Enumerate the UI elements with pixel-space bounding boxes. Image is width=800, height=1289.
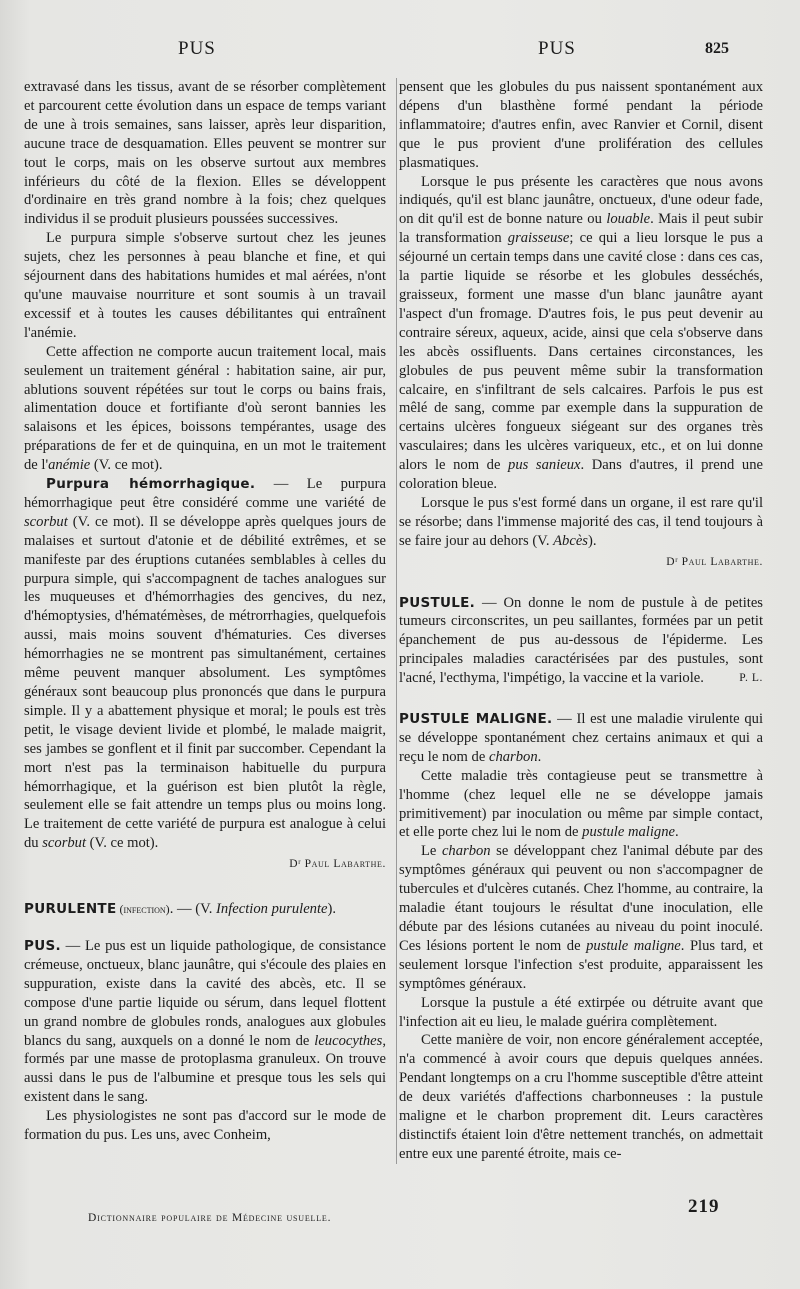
entry-pustule: PUSTULE. — On donne le nom de pustule à de petites tumeurs circonscrites, un peu saillantes, formées par un petit épanchement de pus au-dessous de l'épiderme. Les principales maladies caractérisées par des pustules, sont l'acné, l'ecthyma, l'impétigo, la vaccine et la variole. [399,594,763,687]
entry-heading: PUSTULE. [399,594,476,611]
author-signature: Dʳ Paul Labarthe. [289,858,386,871]
entry-pus: PUS. — Le pus est un liquide pathologique, de consistance crémeuse, onctueux, blanc jaunâtre, qui s'écoule des plaies en suppuration, existe dans la cavité des abcès, etc. Il se compose d'une partie liquide ou sérum, dans lequel flottent un grand nombre de globules ronds, analogues aux globules blancs du sang, auxquels on a donné le nom de leucocythes, formés par une masse de protoplasma granuleux. On trouve aussi dans le pus de l'albumine et presque tous les sels qui existent dans le sang. [24,937,386,1106]
author-signature: Dʳ Paul Labarthe. [666,555,763,568]
running-head [0,38,800,68]
paragraph: Le charbon se développant chez l'animal débute par des symptômes généraux qui peuvent ou non s'accompagner de tubercules et d'ulcères cutanés. Chez l'homme, au contraire, la maladie étant toujours le résultat d'une inoculation, elle débute par des lésions cutanées au niveau du point inoculé. Ces lésions portent le nom de pustule maligne. Plus tard, et seulement lorsque l'infection s'est produite, apparaissent les symptômes généraux. [399,843,763,992]
entry-pustule-maligne: PUSTULE MALIGNE. — Il est une maladie virulente qui se développe spontanément chez certains animaux et qui a reçu le nom de charbon. [399,711,764,765]
left-column [24,78,386,1145]
running-head-center: PUS [538,38,576,59]
entry-heading: PUS. [24,937,61,954]
running-head-left: PUS [178,38,216,59]
paragraph: Le purpura simple s'observe surtout chez les jeunes sujets, chez les personnes à peau blanche et fine, et qui séjournent dans des habitations humides et mal aérées, n'ont qu'une mauvaise nourriture et sont soumis à un travail excessif et à toutes les causes débilitantes qui entraînent l'anémie. [24,230,386,341]
paragraph: pensent que les globules du pus naissent spontanément aux dépens d'un blasthène formé pendant la période inflammatoire; d'autres enfin, avec Ranvier et Cornil, disent que le pus provient d'une prolifération des cellules plasmatiques. [399,79,763,171]
paragraph: Cette maladie très contagieuse peut se transmettre à l'homme (chez lequel elle ne se développe jamais primitivement) par inoculation ou même par simple contact, et elle porte chez lui le nom de pustule maligne. [399,767,763,841]
entry-heading: PUSTULE MALIGNE. [399,711,553,727]
paragraph: Lorsque la pustule a été extirpée ou détruite avant que l'infection ait eu lieu, le malade guérira complètement. [399,994,763,1030]
author-signature: P. L. [739,672,763,685]
paragraph: Lorsque le pus s'est formé dans un organe, il est rare qu'il se résorbe; dans l'immense majorité des cas, il tend toujours à se faire jour au dehors (V. Abcès). [399,494,763,549]
entry-purulente: PURULENTE (infection). — (V. Infection purulente). [24,901,337,918]
paragraph: Cette manière de voir, non encore généralement acceptée, n'a commencé à avoir cours que depuis quelques années. Pendant longtemps on a cru l'homme susceptible d'être atteint de deux variétés d'affections charbonneuses : la pustule maligne et le charbon proprement dit. Leurs caractères distinctifs étaient loin d'être nettement tranchés, on admettait entre eux une parenté étroite, mais ce- [399,1032,763,1162]
paragraph: extravasé dans les tissus, avant de se résorber complètement et parcourent cette évolution dans un espace de temps variant de une à trois semaines, sans laisser, après leur disparition, aucune trace de desquamation. Elles peuvent se montrer sur tout le corps, mais on les observe surtout aux membres inférieurs du côté de la flexion. Elles se développent d'ordinaire en très grand nombre à la fois; chez quelques individus il se produit plusieurs poussées successives. [24,79,386,228]
entry-heading: PURULENTE [24,901,117,918]
entry-heading: Purpura hémorrhagique. [46,476,256,493]
paragraph: Lorsque le pus présente les caractères que nous avons indiqués, qu'il est blanc jaunâtre, onctueux, d'une odeur fade, on dit qu'il est de bonne nature ou louable. Mais il peut subir la transformation graisseuse; ce qui a lieu lorsque le pus a séjourné un certain temps dans une cavité close : dans ces cas, la partie liquide se résorbe et les globules desséchés, graisseux, forment une masse d'un blanc jaunâtre ayant l'aspect d'un fromage. D'autres fois, le pus peut devenir au contraire séreux, aqueux, acide, ainsi que cela s'observe dans les abcès ossifluents. Dans certaines circonstances, les globules de pus peuvent même subir la transformation calcaire, en s'infiltrant de sels calcaires. Parfois le pus est mêlé de sang, comme par exemple dans la suppuration de certains ulcères fongueux siégeant sur des organes très vasculaires; dans les ulcères variqueux, etc., et on lui donne alors le nom de pus sanieux. Dans d'autres, il prend une coloration bleue. [399,173,764,493]
footer-title: Dictionnaire populaire de Médecine usuelle. [88,1212,332,1224]
entry-purpura-hemorrhagique: Purpura hémorrhagique. — Le purpura hémorrhagique peut être considéré comme une variété de scorbut (V. ce mot). Il se développe après quelques jours de malaises et surtout d'atonie et de débilité extrêmes, et se manifeste par des éruptions cutanées semblables à celles du purpura simple, qui s'accompagnent de taches analogues sur les muqueuses et d'hémorrhagies des gencives, du nez, d'hémoptysies, d'hématémèses, de métrorrhagies, quelquefois aussi, mais moins souvent d'hématuries. Ces diverses hémorrhagies ne se montrent pas simultanément, certaines même peuvent manquer absolument. Les symptômes généraux sont beaucoup plus prononcés que dans le purpura simple. Il y a abattement physique et moral; le pouls est très petit, le visage devient livide et plombé, le malade maigrit, ses jambes se gonflent et il finit par succomber. Cependant la mort n'est pas la terminaison habituelle du purpura hémorrhagique, et la guérison est bien plutôt la règle, seulement elle se fait attendre un temps plus ou moins long. Le traitement de cette variété de purpura est analogue à celui du scorbut (V. ce mot). [24,476,386,852]
right-column [396,78,763,1164]
signature-mark: 219 [688,1196,720,1217]
page-number: 825 [705,40,729,57]
paragraph: Cette affection ne comporte aucun traitement local, mais seulement un traitement général : habitation saine, air pur, ablutions souvent répétées sur tout le corps ou bains frais, alimentation douce et fortifiante d'où seront bannies les salaisons et les épices, boissons tempérantes, usage des préparations de fer et de quinquina, en un mot le traitement de l'anémie (V. ce mot). [24,343,386,474]
paragraph: Les physiologistes ne sont pas d'accord sur le mode de formation du pus. Les uns, avec Conheim, [24,1108,386,1144]
